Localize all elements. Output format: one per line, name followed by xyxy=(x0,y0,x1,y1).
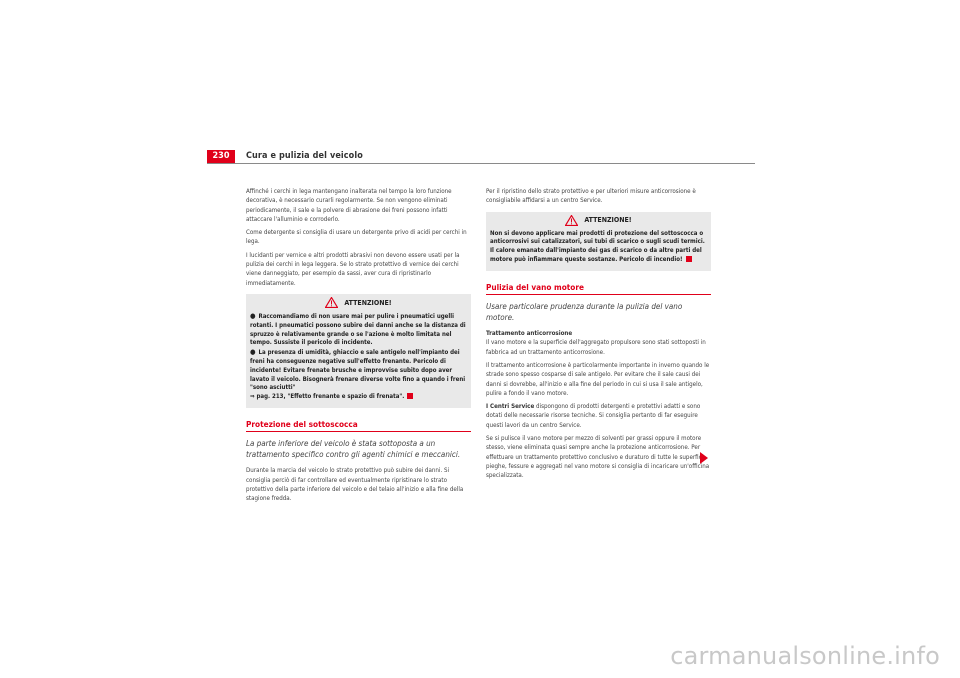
warning-text: Non si devono applicare mai prodotti di protezione del sottoscocca o anticorrosivi sui catalizzatori, sui tubi di scarico o sugli scudi termici. Il calore emanato dall'impianto dei gas di scarico o da altre parti del motore può infiammare queste sostanze. Pericolo di incendio! xyxy=(490,229,705,263)
warning-title: ATTENZIONE! xyxy=(584,216,632,225)
paragraph xyxy=(486,329,711,338)
warning-box xyxy=(246,294,471,408)
section-subtitle: La parte inferiore del veicolo è stata sottoposta a un trattamento specifico contro gli agenti chimici e meccanici. xyxy=(246,439,461,460)
warning-triangle-icon xyxy=(325,297,338,308)
paragraph: Affinché i cerchi in lega mantengano inalterata nel tempo la loro funzione decorativa, è necessario curarli regolarmente. Se non vengono eliminati periodicamente, il sale e la polvere di abrasione dei freni possono infatti attaccare l'alluminio e corroderlo. xyxy=(246,188,452,223)
bullet-icon: ● xyxy=(250,348,256,357)
right-column xyxy=(486,187,711,485)
paragraph-text: dispongono di prodotti detergenti e protettivi adatti e sono dotati delle necessarie risorse tecniche. Si consiglia pertanto di far eseguire questi lavori da un centro Service. xyxy=(486,403,701,429)
paragraph: Se si pulisce il vano motore per mezzo di solventi per grassi oppure il motore stesso, viene eliminata quasi sempre anche la protezione anticorrosione. Per effettuare un trattamento protettivo conclusivo e duraturo di tutte le superfici, pieghe, fessure e aggregati nel vano motore si consiglia di incaricare un'officina specializzata. xyxy=(486,435,710,480)
header-rule xyxy=(207,163,755,164)
section-title: Pulizia del vano motore xyxy=(486,283,711,295)
paragraph: Per il ripristino dello strato protettivo e per ulteriori misure anticorrosione è consigliabile affidarsi a un centro Service. xyxy=(486,188,696,205)
warning-header xyxy=(250,294,467,312)
paragraph: I lucidanti per vernice e altri prodotti abrasivi non devono essere usati per la pulizia dei cerchi in lega leggera. Se lo strato protettivo di vernice dei cerchi viene danneggiato, per esempio da sassi, aver cura di ripristinarlo immediatamente. xyxy=(246,251,460,287)
bullet-icon: ● xyxy=(250,311,256,320)
warning-box xyxy=(486,212,711,271)
warning-header xyxy=(490,212,707,230)
warning-triangle-icon xyxy=(565,215,578,226)
section-subtitle: Usare particolare prudenza durante la pulizia del vano motore. xyxy=(486,302,683,323)
paragraph: Il vano motore e la superficie dell'aggregato propulsore sono stati sottoposti in fabbrica ad un trattamento anticorrosione. xyxy=(486,339,706,356)
subheading: Trattamento anticorrosione xyxy=(486,330,573,338)
warning-item xyxy=(250,312,467,348)
paragraph: Il trattamento anticorrosione è particolarmente importante in inverno quando le strade sono spesso cosparse di sale antigelo. Per evitare che il sale causi dei danni si dovrebbe, all'inizio e alla fine del periodo in cui si usa il sale antigelo, pulire a fondo il vano motore. xyxy=(486,361,710,397)
end-mark-icon xyxy=(686,256,692,262)
warning-title: ATTENZIONE! xyxy=(344,298,392,307)
left-column xyxy=(246,187,471,507)
page-number: 230 xyxy=(207,150,235,163)
page-header-title: Cura e pulizia del veicolo xyxy=(246,151,363,161)
paragraph: Durante la marcia del veicolo lo strato protettivo può subire dei danni. Si consiglia perciò di far controllare ed eventualmente ripristinare lo strato protettivo della parte inferiore del veicolo e del telaio all'inizio e alla fine della stagione fredda. xyxy=(246,467,464,503)
continue-arrow-icon xyxy=(700,452,708,464)
bold-lead: I Centri Service xyxy=(486,403,535,411)
warning-item xyxy=(250,348,467,393)
warning-item-text: Raccomandiamo di non usare mai per pulire i pneumatici ugelli rotanti. I pneumatici possono subire dei danni anche se la distanza di spruzzo è relativamente grande o se l'azione è molto limitata nel tempo. Sussiste il pericolo di incidente. xyxy=(250,312,466,347)
paragraph: Come detergente si consiglia di usare un detergente privo di acidi per cerchi in lega. xyxy=(246,229,467,246)
warning-item-text: La presenza di umidità, ghiaccio e sale antigelo nell'impianto dei freni ha conseguenze negative sull'effetto frenante. Pericolo di incidente! Evitare frenate brusche e improvvise subito dopo aver lavato il veicolo. Bisognerà frenare diverse volte fino a quando i freni "sono asciutti" xyxy=(250,349,466,392)
paragraph xyxy=(486,402,711,430)
section-title: Protezione del sottoscocca xyxy=(246,420,471,432)
watermark: carmanualsonline.info xyxy=(670,642,940,670)
end-mark-icon xyxy=(407,393,413,399)
warning-page-reference[interactable]: ⇒ pag. 213, "Effetto frenante e spazio di frenata". xyxy=(250,393,405,401)
